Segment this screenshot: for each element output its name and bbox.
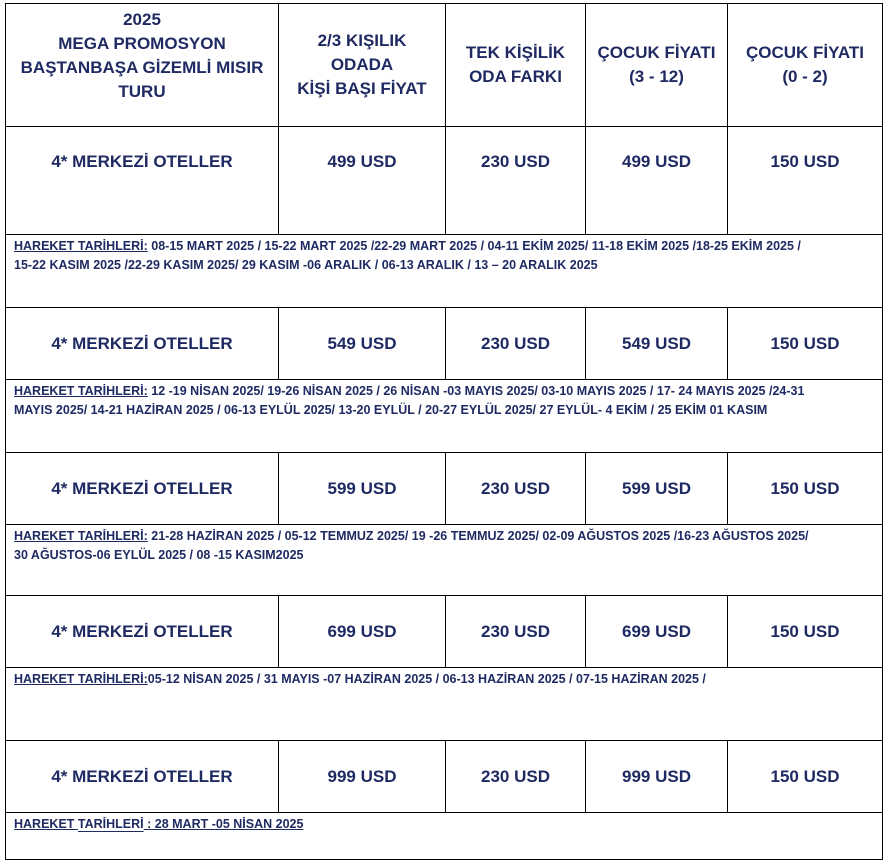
hotel-cell: 4* MERKEZİ OTELLER	[6, 741, 279, 813]
dates-cell	[6, 525, 883, 596]
price-row-1	[6, 127, 883, 235]
header-child-0-2	[728, 4, 883, 127]
child-3-12-cell: 499 USD	[586, 127, 728, 235]
hotel-cell: 4* MERKEZİ OTELLER	[6, 308, 279, 380]
single-supplement-cell: 230 USD	[446, 308, 586, 380]
price-row-2	[6, 308, 883, 380]
header-child-3-12-label: ÇOCUK FİYATI (3 - 12)	[597, 43, 716, 86]
dates-label-word: TARİHLERİ	[77, 817, 144, 831]
dates-cell	[6, 668, 883, 741]
price-row-4	[6, 596, 883, 668]
price-table	[5, 3, 883, 860]
dates-label: HAREKET TARİHLERİ:	[14, 239, 148, 253]
single-supplement-cell: 230 USD	[446, 127, 586, 235]
dates-row-4	[6, 668, 883, 741]
header-child-0-2-label: ÇOCUK FİYATI (0 - 2)	[745, 43, 865, 86]
single-supplement-cell: 230 USD	[446, 453, 586, 525]
header-double-room-label: 2/3 KIŞILIK ODADA KİŞİ BAŞI FİYAT	[297, 31, 427, 98]
price-cell: 999 USD	[279, 741, 446, 813]
dates-label: HAREKET TARİHLERİ:	[14, 384, 148, 398]
hotel-cell: 4* MERKEZİ OTELLER	[6, 453, 279, 525]
tour-title: 2025 MEGA PROMOSYON BAŞTANBAŞA GİZEMLİ MISIR TURU	[20, 10, 264, 101]
child-3-12-cell: 549 USD	[586, 308, 728, 380]
dates-text: 08-15 MART 2025 / 15-22 MART 2025 /22-29 MART 2025 / 04-11 EKİM 2025/ 11-18 EKİM 2025 /18-25 EKİM 2025 / 15-22 KASIM 2025 /22-29 KASIM 2025/ 29 KASIM -06 ARALIK / 06-13 ARALIK / 13 – 20 ARALIK 2025	[14, 239, 801, 272]
dates-row-3	[6, 525, 883, 596]
price-cell: 549 USD	[279, 308, 446, 380]
child-0-2-cell: 150 USD	[728, 127, 883, 235]
header-single-supplement-label: TEK KİŞİLİK ODA FARKI	[465, 43, 566, 86]
dates-label-colon: :	[143, 817, 152, 831]
dates-text: 05-12 NİSAN 2025 / 31 MAYIS -07 HAZİRAN 2025 / 06-13 HAZİRAN 2025 / 07-15 HAZİRAN 2025 /	[147, 672, 706, 686]
dates-label-prefix: HAREKET	[14, 817, 78, 831]
header-single-supplement	[446, 4, 586, 127]
price-row-5	[6, 741, 883, 813]
dates-cell	[6, 235, 883, 308]
table-header-row	[6, 4, 883, 127]
single-supplement-cell: 230 USD	[446, 596, 586, 668]
dates-row-1	[6, 235, 883, 308]
dates-cell	[6, 813, 883, 860]
hotel-cell: 4* MERKEZİ OTELLER	[6, 127, 279, 235]
price-table-page	[5, 3, 882, 860]
single-supplement-cell: 230 USD	[446, 741, 586, 813]
child-3-12-cell: 599 USD	[586, 453, 728, 525]
child-0-2-cell: 150 USD	[728, 596, 883, 668]
dates-text: 28 MART -05 NİSAN 2025	[151, 817, 304, 831]
child-0-2-cell: 150 USD	[728, 453, 883, 525]
price-row-3	[6, 453, 883, 525]
price-cell: 599 USD	[279, 453, 446, 525]
header-double-room	[279, 4, 446, 127]
dates-row-2	[6, 380, 883, 453]
dates-text: 12 -19 NİSAN 2025/ 19-26 NİSAN 2025 / 26 NİSAN -03 MAYIS 2025/ 03-10 MAYIS 2025 / 17- 24 MAYIS 2025 /24-31 MAYIS 2025/ 14-21 HAZİRAN 2025 / 06-13 EYLÜL 2025/ 13-20 EYLÜL / 20-27 EYLÜL 2025/ 27 EYLÜL- 4 EKİM / 25 EKİM 01 KASIM	[14, 384, 805, 417]
dates-text: 21-28 HAZİRAN 2025 / 05-12 TEMMUZ 2025/ 19 -26 TEMMUZ 2025/ 02-09 AĞUSTOS 2025 /16-23 AĞUSTOS 2025/ 30 AĞUSTOS-06 EYLÜL 2025 / 08 -15 KASIM2025	[14, 529, 809, 562]
child-0-2-cell: 150 USD	[728, 741, 883, 813]
tour-title-cell	[6, 4, 279, 127]
dates-label: HAREKET TARİHLERİ:	[14, 672, 148, 686]
hotel-cell: 4* MERKEZİ OTELLER	[6, 596, 279, 668]
price-cell: 499 USD	[279, 127, 446, 235]
dates-cell	[6, 380, 883, 453]
header-child-3-12	[586, 4, 728, 127]
child-3-12-cell: 999 USD	[586, 741, 728, 813]
dates-row-5	[6, 813, 883, 860]
price-cell: 699 USD	[279, 596, 446, 668]
dates-label: HAREKET TARİHLERİ:	[14, 529, 148, 543]
child-0-2-cell: 150 USD	[728, 308, 883, 380]
child-3-12-cell: 699 USD	[586, 596, 728, 668]
